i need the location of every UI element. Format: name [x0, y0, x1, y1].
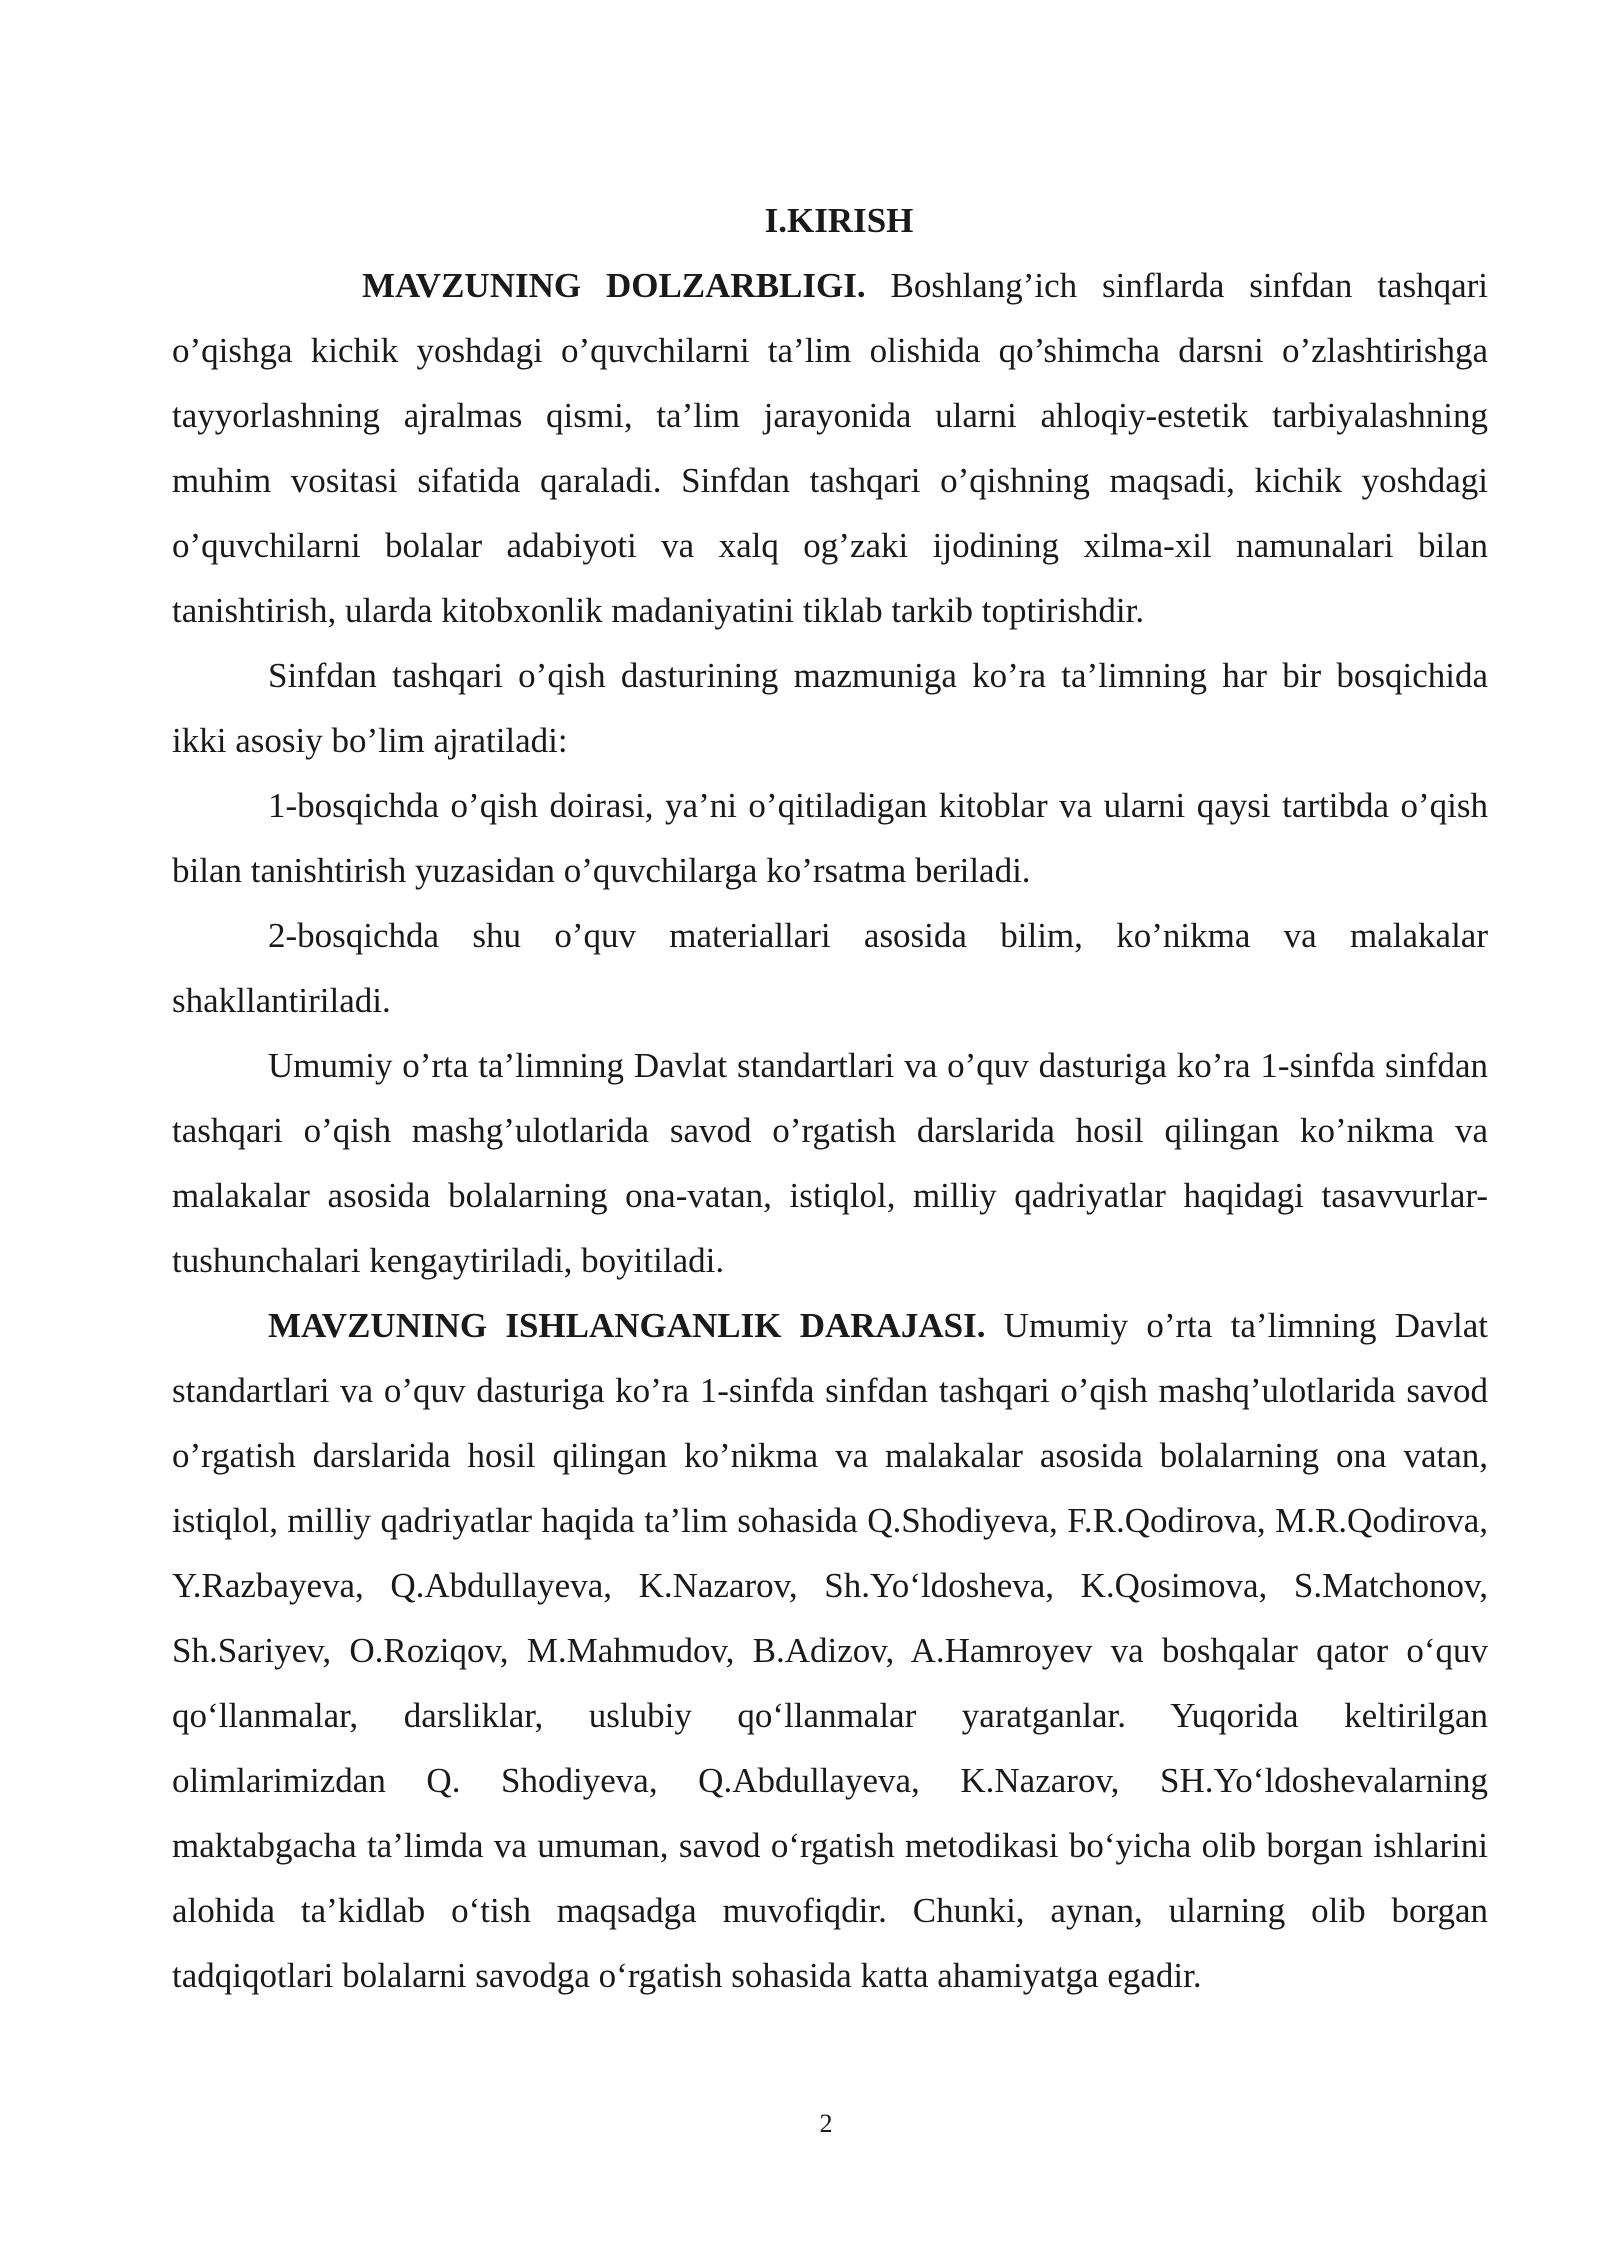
paragraph-sections-intro: Sinfdan tashqari o’qish dasturining mazmuniga ko’ra ta’limning har bir bosqichida ikki asosiy bo’lim ajratiladi:	[172, 656, 1488, 760]
relevance-text: Boshlang’ich sinflarda sinfdan tashqari o’qishga kichik yoshdagi o’quvchilarni ta’lim olishida qo’shimcha darsni o’zlashtirishga tayyorlashning ajralmas qismi, ta’lim jarayonida ularni ahloqiy-estetik tarbiyalashning muhim vositasi sifatida qaraladi. Sinfdan tashqari o’qishning maqsadi, kichik yoshdagi o’quvchilarni bolalar adabiyoti va xalq og’zaki ijodining xilma-xil namunalari bilan tanishtirish, ularda kitobxonlik madaniyatini tiklab tarkib toptirishdir.	[172, 266, 1488, 630]
paragraph-stage-1: 1-bosqichda o’qish doirasi, ya’ni o’qitiladigan kitoblar va ularni qaysi tartibda o’qish bilan tanishtirish yuzasidan o’quvchilarga ko’rsatma beriladi.	[172, 786, 1488, 890]
page-content	[172, 188, 1488, 2008]
development-paragraph	[172, 1293, 1488, 2008]
relevance-paragraph	[172, 253, 1488, 643]
relevance-heading: MAVZUNING DOLZARBLIGI.	[362, 266, 866, 305]
paragraph-standards: Umumiy o’rta ta’limning Davlat standartlari va o’quv dasturiga ko’ra 1-sinfda sinfdan tashqari o’qish mashg’ulotlarida savod o’rgatish darslarida hosil qilingan ko’nikma va malakalar asosida bolalarning ona-vatan, istiqlol, milliy qadriyatlar haqidagi tasavvurlar-tushunchalari kengaytiriladi, boyitiladi.	[172, 1046, 1488, 1280]
section-title: I.KIRISH	[764, 201, 914, 240]
page-number: 2	[819, 2109, 833, 2138]
paragraph-stage-2: 2-bosqichda shu o’quv materiallari asosida bilim, ko’nikma va malakalar shakllantiriladi.	[172, 916, 1488, 1020]
development-text: Umumiy o’rta ta’limning Davlat standartlari va o’quv dasturiga ko’ra 1-sinfda sinfdan tashqari o’qish mashq’ulotlarida savod o’rgatish darslarida hosil qilingan ko’nikma va malakalar asosida bolalarning ona vatan, istiqlol, milliy qadriyatlar haqida ta’lim sohasida Q.Shodiyeva, F.R.Qodirova, M.R.Qodirova, Y.Razbayeva, Q.Abdullayeva, K.Nazarov, Sh.Yoʻldosheva, K.Qosimova, S.Matchonov, Sh.Sariyev, O.Roziqov, M.Mahmudov, B.Adizov, A.Hamroyev va boshqalar qator oʻquv qoʻllanmalar, darsliklar, uslubiy qoʻllanmalar yaratganlar. Yuqorida keltirilgan olimlarimizdan Q. Shodiyeva, Q.Abdullayeva, K.Nazarov, SH.Yoʻldoshevalarning maktabgacha ta’limda va umuman, savod oʻrgatish metodikasi boʻyicha olib borgan ishlarini alohida ta’kidlab oʻtish maqsadga muvofiqdir. Chunki, aynan, ularning olib borgan tadqiqotlari bolalarni savodga oʻrgatish sohasida katta ahamiyatga egadir.	[172, 1306, 1489, 1995]
development-heading: MAVZUNING ISHLANGANLIK DARAJASI.	[268, 1306, 986, 1345]
